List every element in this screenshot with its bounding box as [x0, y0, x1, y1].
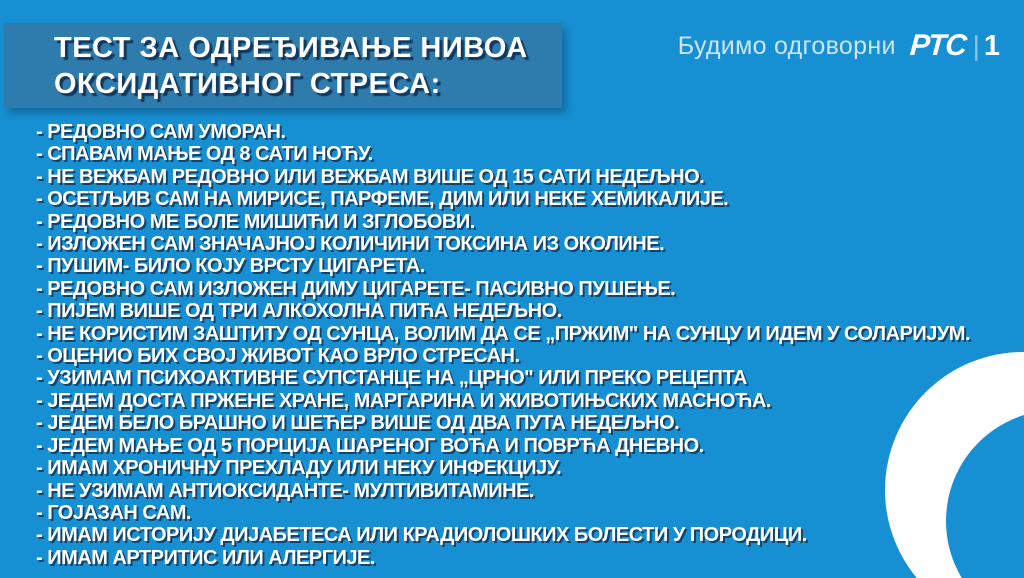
rts-channel-logo: РТС: [908, 29, 967, 62]
checklist-item: - СПАВАМ МАЊЕ ОД 8 САТИ НОЋУ.: [36, 143, 373, 166]
checklist-item: - ИЗЛОЖЕН САМ ЗНАЧАЈНОЈ КОЛИЧИНИ ТОКСИНА ИЗ ОКОЛИНЕ.: [36, 233, 665, 256]
checklist-item: - ОЦЕНИО БИХ СВОЈ ЖИВОТ КАО ВРЛО СТРЕСАН.: [36, 345, 520, 368]
checklist-item: - ГОЈАЗАН САМ.: [36, 501, 191, 524]
checklist-item: - ЈЕДЕМ БЕЛО БРАШНО И ШЕЋЕР ВИШЕ ОД ДВА ПУТА НЕДЕЉНО.: [36, 412, 680, 435]
checklist-item: - ОСЕТЉИВ САМ НА МИРИСЕ, ПАРФЕМЕ, ДИМ ИЛИ НЕКЕ ХЕМИКАЛИЈЕ.: [36, 188, 729, 211]
checklist-item: - ИМАМ ИСТОРИЈУ ДИЈАБЕТЕСА ИЛИ КРАДИОЛОШКИХ БОЛЕСТИ У ПОРОДИЦИ.: [36, 524, 807, 547]
channel-separator: |: [972, 30, 980, 61]
checklist-item: - РЕДОВНО САМ ИЗЛОЖЕН ДИМУ ЦИГАРЕТЕ- ПАСИВНО ПУШЕЊЕ.: [36, 277, 676, 300]
title-panel: [4, 23, 562, 108]
broadcast-slogan: Будимо одговорни: [677, 31, 896, 60]
checklist-item: - ИМАМ АРТРИТИС ИЛИ АЛЕРГИЈЕ.: [36, 546, 375, 569]
checklist-item: - ПУШИМ- БИЛО КОЈУ ВРСТУ ЦИГАРЕТА.: [36, 255, 425, 278]
checklist-item: - НЕ УЗИМАМ АНТИОКСИДАНТЕ- МУЛТИВИТАМИНЕ.: [36, 479, 534, 502]
checklist-item: - ПИЈЕМ ВИШЕ ОД ТРИ АЛКОХОЛНА ПИЋА НЕДЕЉНО.: [36, 300, 562, 323]
checklist-item: - УЗИМАМ ПСИХОАКТИВНЕ СУПСТАНЦЕ НА „ЦРНО" ИЛИ ПРЕКО РЕЦЕПТА: [36, 367, 747, 390]
checklist-item: - НЕ КОРИСТИМ ЗАШТИТУ ОД СУНЦА, ВОЛИМ ДА СЕ „ПРЖИМ" НА СУНЦУ И ИДЕМ У СОЛАРИЈУМ.: [36, 322, 971, 345]
page-title-line1: ТЕСТ ЗА ОДРЕЂИВАЊЕ НИВОА: [54, 31, 528, 64]
checklist-item: - ЈЕДЕМ МАЊЕ ОД 5 ПОРЦИЈА ШАРЕНОГ ВОЋА И ПОВРЋА ДНЕВНО.: [36, 434, 704, 457]
page-title-line2: ОКСИДАТИВНОГ СТРЕСА:: [54, 67, 441, 100]
checklist-item: - ИМАМ ХРОНИЧНУ ПРЕХЛАДУ ИЛИ НЕКУ ИНФЕКЦИЈУ.: [36, 457, 562, 480]
broadcast-branding: [678, 29, 1000, 63]
checklist-item: - РЕДОВНО САМ УМОРАН.: [36, 121, 286, 143]
checklist-item: - ЈЕДЕМ ДОСТА ПРЖЕНЕ ХРАНЕ, МАРГАРИНА И ЖИВОТИЊСКИХ МАСНОЋА.: [36, 389, 771, 412]
channel-number: 1: [983, 29, 1000, 62]
checklist-item: - РЕДОВНО МЕ БОЛЕ МИШИЋИ И ЗГЛОБОВИ.: [36, 210, 475, 233]
checklist-item: - НЕ ВЕЖБАМ РЕДОВНО ИЛИ ВЕЖБАМ ВИШЕ ОД 15 САТИ НЕДЕЉНО.: [36, 165, 705, 188]
oxidative-stress-checklist: [36, 121, 1016, 569]
